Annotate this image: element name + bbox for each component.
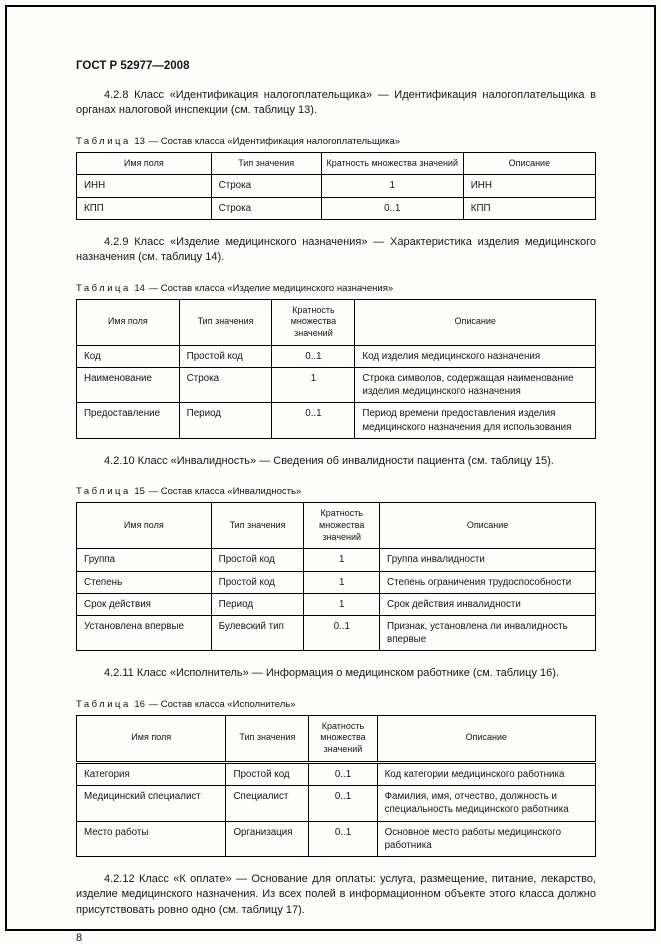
table-caption-number: 13 bbox=[134, 135, 145, 147]
section-4-2-10 bbox=[76, 454, 596, 652]
paragraph: 4.2.11 Класс «Исполнитель» — Информация о медицинском работнике (см. таблицу 16). bbox=[104, 667, 559, 680]
table-row bbox=[77, 175, 596, 197]
table-cell: Код категории медицинского работника bbox=[377, 762, 595, 785]
table-caption-number: 15 bbox=[134, 486, 145, 498]
column-header: Тип значения bbox=[211, 503, 304, 549]
table-cell: Группа bbox=[77, 549, 212, 571]
section-4-2-8 bbox=[76, 88, 596, 220]
table-caption-number: 16 bbox=[134, 698, 145, 710]
table-cell: Организация bbox=[226, 821, 309, 856]
column-header: Описание bbox=[380, 503, 596, 549]
table-cell: Булевский тип bbox=[211, 615, 304, 650]
table-cell: 1 bbox=[272, 367, 355, 402]
column-header: Кратность множества значений bbox=[321, 152, 463, 175]
table-15 bbox=[76, 502, 596, 651]
column-header: Описание bbox=[355, 299, 596, 345]
paragraph: 4.2.8 Класс «Идентификация налогоплательщика» — Идентификация налогоплательщика в органах налоговой инспекции (см. таблицу 13). bbox=[76, 89, 596, 117]
paragraph-4-2-12: 4.2.12 Класс «К оплате» — Основание для оплаты: услуга, размещение, питание, лекарство, изделие медицинского назначения. Из всех полей в информационном объекте этого класса должно присутствовать ровно одно (см. таблицу 17). bbox=[76, 872, 596, 916]
table-cell: 0..1 bbox=[309, 762, 377, 785]
table-caption bbox=[76, 283, 596, 294]
table-cell: 0..1 bbox=[321, 197, 463, 219]
paragraph: 4.2.9 Класс «Изделие медицинского назначения» — Характеристика изделия медицинского назначения (см. таблицу 14). bbox=[76, 235, 596, 264]
table-row bbox=[77, 593, 596, 615]
table-cell: Строка bbox=[179, 367, 272, 402]
table-cell: Группа инвалидности bbox=[380, 549, 596, 571]
table-cell: 0..1 bbox=[304, 615, 380, 650]
table-cell: 1 bbox=[304, 549, 380, 571]
table-cell: Период bbox=[211, 593, 304, 615]
column-header: Описание bbox=[377, 715, 595, 762]
table-caption bbox=[76, 699, 596, 710]
table-caption-word: Таблица bbox=[76, 698, 131, 710]
column-header: Имя поля bbox=[77, 152, 212, 175]
table-row bbox=[77, 571, 596, 593]
table-header-row bbox=[77, 152, 596, 175]
table-caption bbox=[76, 486, 596, 497]
table-cell: Простой код bbox=[226, 762, 309, 785]
table-cell: Специалист bbox=[226, 786, 309, 821]
table-cell: 0..1 bbox=[309, 786, 377, 821]
table-caption-title: — Состав класса «Инвалидность» bbox=[148, 486, 302, 498]
table-cell: 1 bbox=[304, 571, 380, 593]
column-header: Тип значения bbox=[211, 152, 321, 175]
column-header: Тип значения bbox=[226, 715, 309, 762]
paragraph: 4.2.10 Класс «Инвалидность» — Сведения об инвалидности пациента (см. таблицу 15). bbox=[104, 454, 554, 467]
table-cell: Период bbox=[179, 403, 272, 438]
table-row bbox=[77, 367, 596, 402]
table-caption-title: — Состав класса «Исполнитель» bbox=[148, 698, 296, 710]
table-cell: КПП bbox=[463, 197, 595, 219]
column-header: Тип значения bbox=[179, 299, 272, 345]
table-cell: Код изделия медицинского назначения bbox=[355, 345, 596, 367]
table-cell: ИНН bbox=[77, 175, 212, 197]
table-cell: ИНН bbox=[463, 175, 595, 197]
column-header: Кратность множества значений bbox=[309, 715, 377, 762]
table-cell: Простой код bbox=[211, 571, 304, 593]
table-cell: 0..1 bbox=[309, 821, 377, 856]
table-cell: Строка bbox=[211, 175, 321, 197]
table-cell: Медицинский специалист bbox=[77, 786, 226, 821]
table-row bbox=[77, 762, 596, 785]
table-caption-word: Таблица bbox=[76, 282, 131, 294]
table-caption-title: — Состав класса «Изделие медицинского назначения» bbox=[148, 282, 394, 294]
table-caption-title: — Состав класса «Идентификация налогоплательщика» bbox=[148, 135, 401, 147]
table-row bbox=[77, 786, 596, 821]
table-header-row bbox=[77, 715, 596, 762]
table-cell: Категория bbox=[77, 762, 226, 785]
table-14 bbox=[76, 299, 596, 439]
table-row bbox=[77, 197, 596, 219]
section-4-2-9 bbox=[76, 235, 596, 439]
table-caption bbox=[76, 136, 596, 147]
table-header-row bbox=[77, 503, 596, 549]
column-header: Имя поля bbox=[77, 503, 212, 549]
section-4-2-11 bbox=[76, 666, 596, 857]
table-cell: Место работы bbox=[77, 821, 226, 856]
table-cell: Простой код bbox=[211, 549, 304, 571]
table-cell: 1 bbox=[321, 175, 463, 197]
table-caption-word: Таблица bbox=[76, 135, 131, 147]
page-number: 8 bbox=[76, 932, 83, 944]
table-row bbox=[77, 403, 596, 438]
table-cell: 0..1 bbox=[272, 345, 355, 367]
table-row bbox=[77, 345, 596, 367]
table-caption-word: Таблица bbox=[76, 486, 131, 498]
table-cell: Период времени предоставления изделия медицинского назначения для использования bbox=[355, 403, 596, 438]
table-cell: Установлена впервые bbox=[77, 615, 212, 650]
column-header: Имя поля bbox=[77, 715, 226, 762]
table-row bbox=[77, 549, 596, 571]
table-cell: Строка символов, содержащая наименование изделия медицинского назначения bbox=[355, 367, 596, 402]
table-cell: Степень bbox=[77, 571, 212, 593]
column-header: Имя поля bbox=[77, 299, 180, 345]
table-cell: Срок действия bbox=[77, 593, 212, 615]
table-cell: Степень ограничения трудоспособности bbox=[380, 571, 596, 593]
table-cell: Код bbox=[77, 345, 180, 367]
table-row bbox=[77, 821, 596, 856]
column-header: Описание bbox=[463, 152, 595, 175]
document-page bbox=[76, 60, 596, 944]
table-cell: Признак, установлена ли инвалидность впервые bbox=[380, 615, 596, 650]
table-cell: Наименование bbox=[77, 367, 180, 402]
table-cell: КПП bbox=[77, 197, 212, 219]
document-header: ГОСТ Р 52977—2008 bbox=[76, 60, 190, 72]
column-header: Кратность множества значений bbox=[304, 503, 380, 549]
table-cell: Строка bbox=[211, 197, 321, 219]
table-cell: 1 bbox=[304, 593, 380, 615]
table-caption-number: 14 bbox=[134, 282, 145, 294]
table-cell: Фамилия, имя, отчество, должность и специальность медицинского работника bbox=[377, 786, 595, 821]
table-cell: Основное место работы медицинского работника bbox=[377, 821, 595, 856]
table-cell: Простой код bbox=[179, 345, 272, 367]
column-header: Кратность множества значений bbox=[272, 299, 355, 345]
table-cell: 0..1 bbox=[272, 403, 355, 438]
table-16 bbox=[76, 715, 596, 857]
table-row bbox=[77, 615, 596, 650]
table-header-row bbox=[77, 299, 596, 345]
table-cell: Срок действия инвалидности bbox=[380, 593, 596, 615]
table-cell: Предоставление bbox=[77, 403, 180, 438]
table-13 bbox=[76, 152, 596, 220]
